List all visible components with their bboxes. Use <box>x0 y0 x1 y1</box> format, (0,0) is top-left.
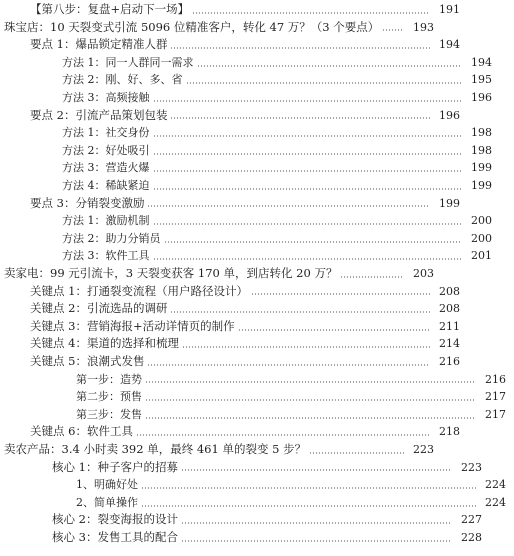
toc-leader-dots <box>136 434 430 436</box>
toc-entry-title: 方法 2：刚、好、多、省 <box>62 73 183 87</box>
toc-leader-dots <box>181 469 452 471</box>
toc-entry-title: 方法 1：同一人群同一需求 <box>62 55 194 69</box>
toc-leader-dots <box>309 452 404 454</box>
toc-entry-title: 核心 2：裂变海报的设计 <box>52 512 178 527</box>
toc-entry-title: 方法 3：软件工具 <box>62 249 150 263</box>
toc-leader-dots <box>238 329 430 331</box>
toc-entry <box>0 371 514 389</box>
toc-leader-dots <box>181 540 452 542</box>
toc-entry-title: 要点 1：爆品锁定精准人群 <box>30 37 168 52</box>
toc-entry-title: 1、明确好处 <box>76 478 138 492</box>
toc-entry-page: 224 <box>485 478 506 492</box>
toc-entry <box>0 494 514 512</box>
toc-entry-title: 关键点 6：软件工具 <box>30 424 133 439</box>
toc-entry-title: 要点 2：引流产品策划包装 <box>30 107 168 122</box>
toc-leader-dots <box>153 223 463 225</box>
toc-entry-title: 关键点 2：引流选品的调研 <box>30 301 168 316</box>
toc-entry-title: 方法 3：高频接触 <box>62 91 150 104</box>
toc-entry-title: 卖农产品：3.4 小时卖 392 单，最终 461 单的裂变 5 步？ <box>4 442 307 456</box>
toc-entry-page: 198 <box>471 126 492 140</box>
toc-leader-dots <box>145 381 476 383</box>
toc-leader-dots <box>145 417 476 419</box>
toc-entry-page: 208 <box>439 284 460 298</box>
toc-entry-title: 珠宝店：10 天裂变式引流 5096 位精准客户，转化 47 万？（3 个要点） <box>4 19 380 34</box>
toc-entry-page: 200 <box>471 214 492 228</box>
toc-entry-title: 方法 2：助力分销员 <box>62 231 161 245</box>
toc-entry <box>0 124 500 142</box>
toc-entry-page: 191 <box>439 3 460 16</box>
toc-entry-page: 218 <box>439 425 460 439</box>
toc-entry <box>0 247 500 265</box>
toc-leader-dots <box>153 258 463 260</box>
toc-entry-page: 216 <box>485 372 506 386</box>
toc-entry-page: 199 <box>471 179 492 192</box>
toc-leader-dots <box>340 276 404 278</box>
toc-entry-page: 196 <box>471 91 492 104</box>
toc-entry-page: 223 <box>461 460 482 474</box>
toc-leader-dots <box>192 12 430 14</box>
toc-entry-page: 216 <box>439 355 460 368</box>
toc-entry <box>0 283 468 301</box>
toc-entry <box>0 177 500 195</box>
toc-entry-title: 方法 4：稀缺紧迫 <box>62 179 150 192</box>
toc-entry <box>0 89 500 107</box>
toc-entry-title: 方法 1：社交身份 <box>62 126 150 140</box>
toc-entry-page: 227 <box>461 513 482 527</box>
toc-entry <box>0 195 468 213</box>
toc-entry-title: 关键点 3：营销海报+活动详情页的制作 <box>30 318 235 333</box>
toc-entry <box>0 159 500 177</box>
toc-leader-dots <box>170 117 430 119</box>
toc-entry-page: 194 <box>471 55 492 69</box>
toc-leader-dots <box>170 311 430 313</box>
toc-entry <box>0 142 500 160</box>
toc-entry <box>0 459 490 477</box>
toc-entry <box>0 406 514 424</box>
toc-entry <box>0 476 514 494</box>
toc-entry-page: 223 <box>413 443 434 456</box>
toc-leader-dots <box>153 100 463 102</box>
toc-leader-dots <box>147 364 430 366</box>
toc-leader-dots <box>181 522 452 524</box>
toc-entry-title: 核心 1：种子客户的招募 <box>52 459 178 474</box>
toc-entry <box>0 54 500 72</box>
toc-leader-dots <box>170 47 430 49</box>
toc-leader-dots <box>251 293 430 295</box>
toc-entry-page: 214 <box>439 337 460 351</box>
toc-entry <box>0 36 468 54</box>
toc-entry-title: 第三步：发售 <box>76 407 142 421</box>
toc-entry <box>0 300 468 318</box>
toc-entry-page: 224 <box>485 495 506 509</box>
toc-entry-page: 199 <box>439 196 460 210</box>
toc-entry-title: 关键点 1：打通裂变流程（用户路径设计） <box>30 283 248 298</box>
toc-entry-title: 方法 1：激励机制 <box>62 214 150 228</box>
toc-entry <box>0 71 500 89</box>
toc-leader-dots <box>153 135 463 137</box>
toc-entry-page: 194 <box>439 38 460 52</box>
toc-leader-dots <box>141 505 476 507</box>
toc-entry-page: 201 <box>471 249 492 263</box>
toc-entry-page: 198 <box>471 143 492 157</box>
toc-entry-title: 2、简单操作 <box>76 495 138 509</box>
toc-entry-page: 200 <box>471 231 492 245</box>
toc-entry <box>0 511 490 529</box>
toc-leader-dots <box>382 29 404 31</box>
toc-entry-page: 196 <box>439 108 460 122</box>
toc-entry-page: 211 <box>439 319 460 333</box>
toc-leader-dots <box>164 241 463 243</box>
toc-leader-dots <box>153 188 463 190</box>
toc-entry-page: 208 <box>439 302 460 316</box>
toc-entry-title: 方法 3：营造火爆 <box>62 161 150 175</box>
toc-entry-title: 关键点 4：渠道的选择和梳理 <box>30 336 179 351</box>
toc-entry-title: 第一步：造势 <box>76 372 142 386</box>
toc-entry-title: 第二步：预售 <box>76 390 142 404</box>
toc-leader-dots <box>153 153 463 155</box>
toc-leader-dots <box>147 205 430 207</box>
toc-entry-page: 203 <box>413 267 434 280</box>
toc-entry <box>0 212 500 230</box>
toc-entry-title: 核心 3：发售工具的配合 <box>52 530 178 544</box>
toc-leader-dots <box>153 170 463 172</box>
toc-entry-page: 217 <box>485 407 506 421</box>
toc-entry <box>0 353 468 371</box>
toc-entry <box>0 441 442 459</box>
toc-entry-title: 【第八步：复盘+启动下一场】 <box>30 2 190 16</box>
toc-entry <box>0 318 468 336</box>
toc-leader-dots <box>182 346 430 348</box>
toc-leader-dots <box>145 399 476 401</box>
toc-entry-title: 要点 3：分销裂变激励 <box>30 195 145 210</box>
toc-entry <box>0 107 468 125</box>
toc-entry <box>0 1 468 19</box>
toc-entry-page: 199 <box>471 161 492 175</box>
toc-entry-page: 228 <box>461 531 482 544</box>
toc-entry-title: 卖家电：99 元引流卡，3 天裂变获客 170 单，到店转化 20 万？ <box>4 266 338 280</box>
toc-entry <box>0 388 514 406</box>
toc-entry <box>0 19 442 37</box>
toc-entry <box>0 230 500 248</box>
toc-entry-page: 217 <box>485 390 506 404</box>
toc-entry <box>0 335 468 353</box>
toc-entry-title: 方法 2：好处吸引 <box>62 143 150 157</box>
toc-entry <box>0 529 490 547</box>
toc-entry <box>0 423 468 441</box>
toc-leader-dots <box>197 65 463 67</box>
toc-entry-page: 195 <box>471 73 492 87</box>
toc-leader-dots <box>186 82 463 84</box>
toc-entry <box>0 265 442 283</box>
toc-entry-title: 关键点 5：浪潮式发售 <box>30 354 145 368</box>
toc-entry-page: 193 <box>413 20 434 34</box>
toc-leader-dots <box>141 487 476 489</box>
